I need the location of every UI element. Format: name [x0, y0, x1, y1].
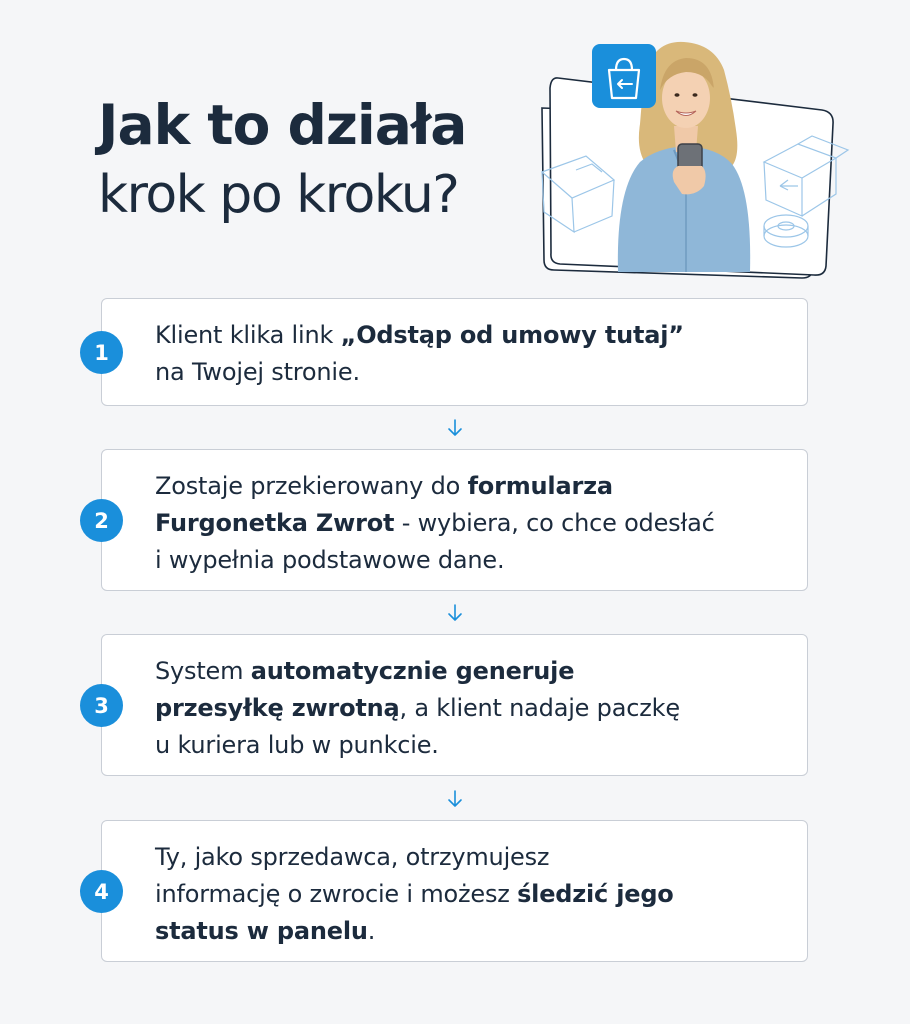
step-text-3 [155, 653, 680, 764]
step-text-bold: „Odstąp od umowy tutaj” [340, 321, 684, 349]
step-number-badge-2: 2 [80, 499, 123, 542]
step-text-bold: śledzić jego status w panelu [155, 880, 674, 945]
step-card-3 [101, 634, 808, 776]
step-text-regular: Zostaje przekierowany do [155, 472, 468, 500]
step-text-regular: , a klient nadaje paczkę u kuriera lub w punkcie. [155, 694, 680, 759]
step-text-regular: Ty, jako sprzedawca, otrzymujesz informację o zwrocie i możesz [155, 843, 550, 908]
step-text-regular: Klient klika link [155, 321, 341, 349]
step-number-badge-1: 1 [80, 331, 123, 374]
step-text-4 [155, 839, 674, 950]
step-card-1 [101, 298, 808, 406]
step-text-1 [155, 317, 684, 391]
step-text-regular: - wybiera, co chce odesłać i wypełnia podstawowe dane. [155, 509, 715, 574]
step-number-badge-3: 3 [80, 684, 123, 727]
step-text-regular: . [367, 917, 376, 945]
arrow-down-icon [446, 603, 464, 623]
step-number-badge-4: 4 [80, 870, 123, 913]
page-title [98, 92, 466, 230]
step-card-2 [101, 449, 808, 591]
title-line-2: krok po kroku? [98, 165, 459, 225]
step-text-bold: automatycznie generuje przesyłkę zwrotną [155, 657, 575, 722]
step-text-regular: na Twojej stronie. [155, 358, 360, 386]
hero-illustration [536, 40, 856, 285]
step-card-4 [101, 820, 808, 962]
arrow-down-icon [446, 418, 464, 438]
step-text-regular: System [155, 657, 251, 685]
title-line-1: Jak to działa [98, 93, 467, 157]
arrow-down-icon [446, 789, 464, 809]
step-text-bold: formularza Furgonetka Zwrot [155, 472, 613, 537]
shopping-bag-return-icon [592, 44, 656, 108]
step-text-2 [155, 468, 715, 579]
